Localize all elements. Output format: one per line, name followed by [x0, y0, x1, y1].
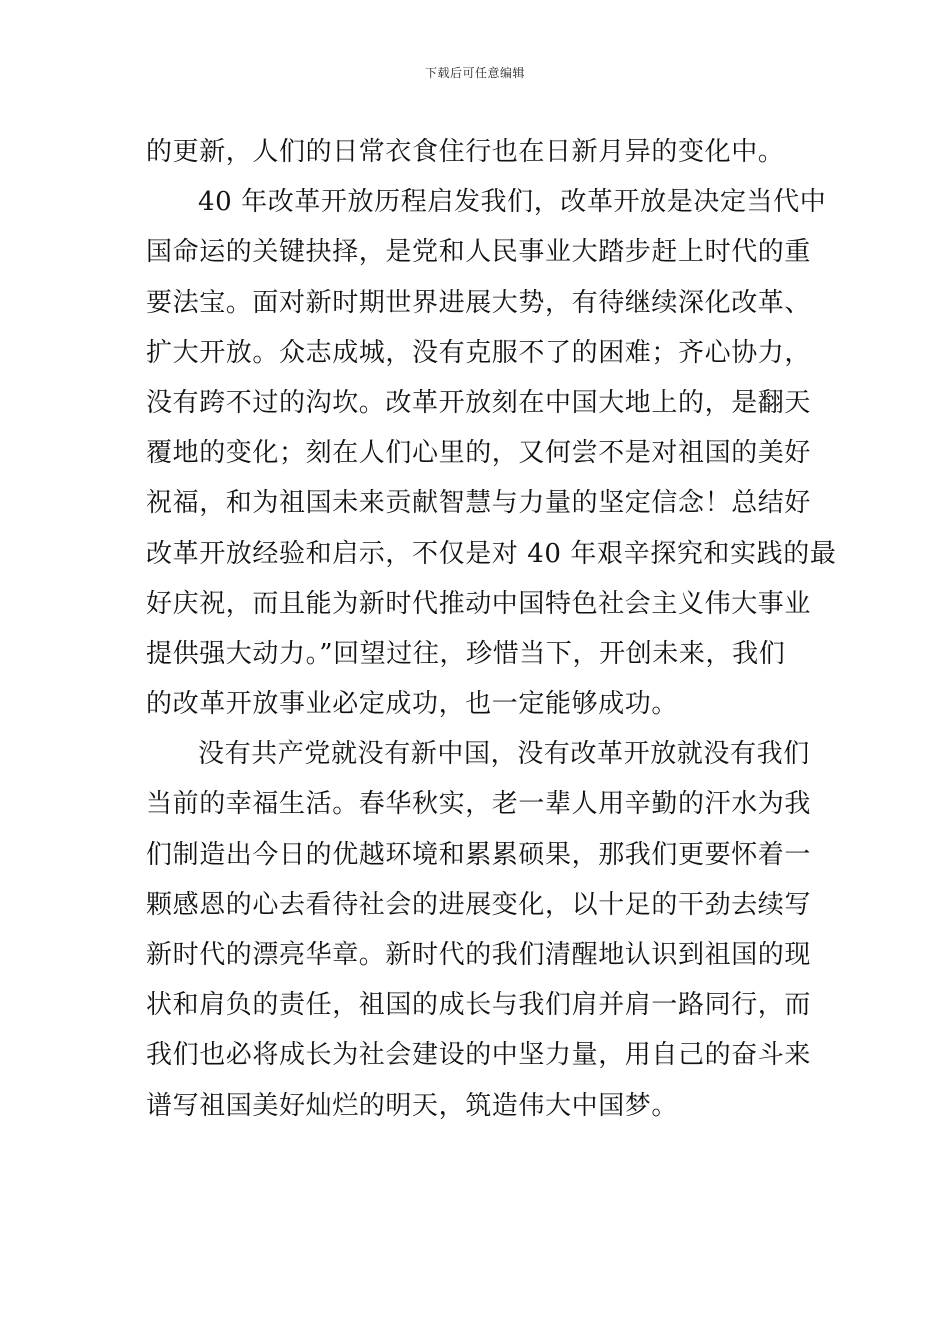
- text-line: 新时代的漂亮华章。新时代的我们清醒地认识到祖国的现: [146, 940, 812, 970]
- text-line: 改革开放经验和启示，不仅是对 40 年艰辛探究和实践的最: [146, 538, 837, 569]
- text-line: 没有共产党就没有新中国，没有改革开放就没有我们: [198, 739, 810, 770]
- text-line: 好庆祝，而且能为新时代推动中国特色社会主义伟大事业: [146, 588, 812, 619]
- text-line: 我们也必将成长为社会建设的中坚力量，用自己的奋斗来: [146, 1040, 812, 1071]
- paragraph: [146, 127, 808, 177]
- text-line: 的更新，人们的日常衣食住行也在日新月异的变化中。: [146, 137, 785, 167]
- text-line: 状和肩负的责任，祖国的成长与我们肩并肩一路同行，而: [146, 990, 812, 1021]
- text-line: 谱写祖国美好灿烂的明天，筑造伟大中国梦。: [146, 1090, 679, 1121]
- text-line: 的改革开放事业必定成功，也一定能够成功。: [146, 689, 679, 720]
- paragraph: [146, 177, 837, 729]
- text-line: 覆地的变化；刻在人们心里的，又何尝不是对祖国的美好: [146, 438, 812, 469]
- text-line: 40 年改革开放历程启发我们，改革开放是决定当代中: [198, 187, 827, 218]
- text-line: 提供强大动力。”回望过往，珍惜当下，开创未来，我们: [146, 638, 786, 669]
- header-note: 下载后可任意编辑: [424, 66, 525, 80]
- text-line: 扩大开放。众志成城，没有克服不了的困难；齐心协力，: [146, 337, 812, 368]
- text-line: 当前的幸福生活。春华秋实，老一辈人用辛勤的汗水为我: [146, 789, 812, 820]
- text-line: 国命运的关键抉择，是党和人民事业大踏步赶上时代的重: [146, 237, 812, 268]
- body-text: [146, 127, 837, 1131]
- text-line: 没有跨不过的沟坎。改革开放刻在中国大地上的，是翻天: [146, 387, 812, 418]
- text-line: 们制造出今日的优越环境和累累硕果，那我们更要怀着一: [146, 839, 812, 870]
- text-line: 要法宝。面对新时期世界进展大势，有待继续深化改革、: [146, 287, 812, 318]
- text-line: 祝福，和为祖国未来贡献智慧与力量的坚定信念！总结好: [146, 488, 812, 519]
- paragraph: [146, 729, 812, 1131]
- text-line: 颗感恩的心去看待社会的进展变化，以十足的干劲去续写: [146, 889, 812, 920]
